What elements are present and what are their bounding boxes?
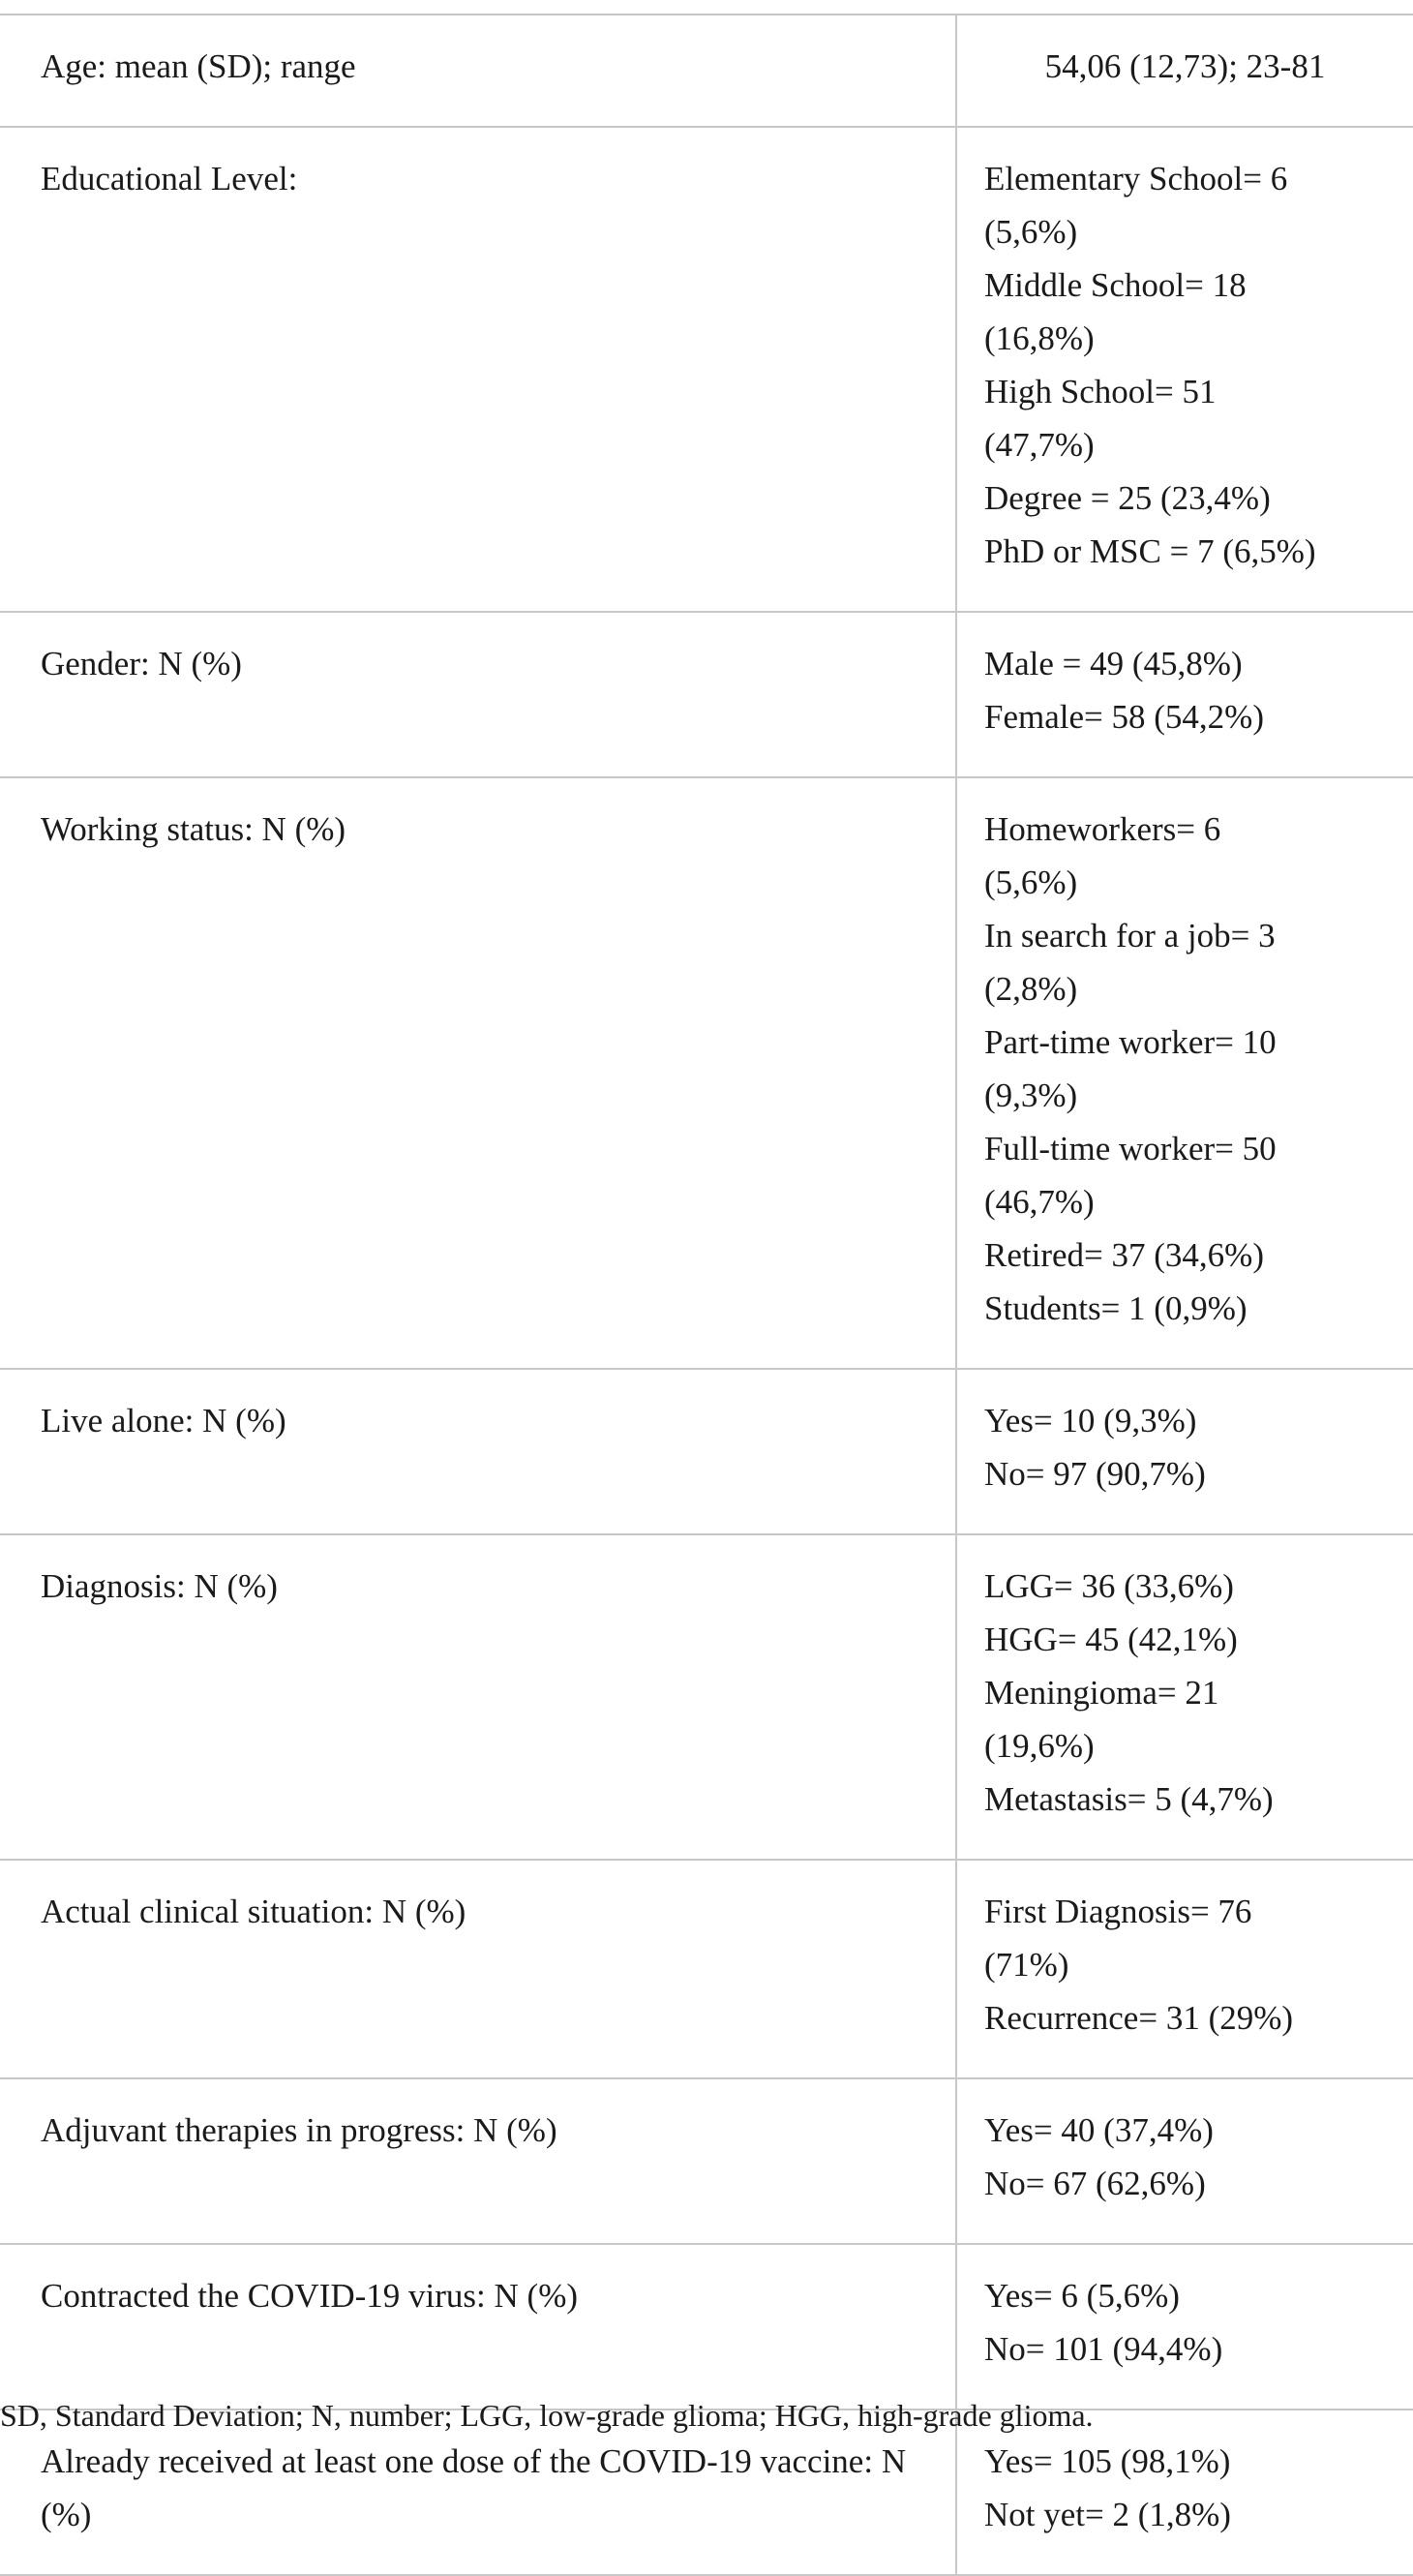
row-label: Educational Level: [0,127,956,612]
table-footnote: SD, Standard Deviation; N, number; LGG, low-grade glioma; HGG, high-grade glioma. [0,2398,1094,2433]
value-line: High School= 51 [984,373,1217,410]
value-line: Recurrence= 31 (29%) [984,1999,1294,2037]
row-value [956,15,1413,127]
value-line: (47,7%) [984,426,1095,464]
row-value [956,1860,1413,2078]
value-line: Full-time worker= 50 [984,1130,1277,1167]
row-label: Age: mean (SD); range [0,15,956,127]
value-line: (19,6%) [984,1727,1095,1765]
value-line: Middle School= 18 [984,266,1247,304]
table-row [0,777,1413,1369]
table-row [0,1534,1413,1860]
value-line: (71%) [984,1946,1069,1984]
value-line: No= 101 (94,4%) [984,2330,1223,2368]
value-line: LGG= 36 (33,6%) [984,1567,1234,1605]
row-label: Working status: N (%) [0,777,956,1369]
value-line: Elementary School= 6 [984,160,1288,197]
row-label: Diagnosis: N (%) [0,1534,956,1860]
value-line: Yes= 105 (98,1%) [984,2442,1231,2480]
value-line: Yes= 6 (5,6%) [984,2277,1180,2315]
value-line: 54,06 (12,73); 23-81 [1044,47,1326,85]
table-row [0,2078,1413,2244]
row-value [956,127,1413,612]
value-line: (5,6%) [984,213,1078,251]
table-row [0,1369,1413,1534]
value-line: Yes= 40 (37,4%) [984,2111,1214,2149]
value-line: Degree = 25 (23,4%) [984,479,1271,517]
row-value [956,1534,1413,1860]
value-line: No= 97 (90,7%) [984,1455,1206,1493]
row-label: Adjuvant therapies in progress: N (%) [0,2078,956,2244]
value-line: First Diagnosis= 76 [984,1893,1252,1930]
table-row [0,612,1413,777]
row-label: Contracted the COVID-19 virus: N (%) [0,2244,956,2409]
row-value [956,777,1413,1369]
row-label: Live alone: N (%) [0,1369,956,1534]
value-line: Metastasis= 5 (4,7%) [984,1780,1274,1818]
value-line: Homeworkers= 6 [984,810,1221,848]
row-value [956,612,1413,777]
table-row [0,15,1413,127]
value-line: Part-time worker= 10 [984,1023,1277,1061]
value-line: Meningioma= 21 [984,1674,1219,1712]
table-row [0,1860,1413,2078]
value-line: (16,8%) [984,319,1095,357]
row-label: Actual clinical situation: N (%) [0,1860,956,2078]
value-line: Students= 1 (0,9%) [984,1289,1248,1327]
row-value [956,2078,1413,2244]
value-line: (5,6%) [984,864,1078,901]
value-line: No= 67 (62,6%) [984,2165,1206,2202]
value-line: Male = 49 (45,8%) [984,645,1243,682]
demographics-table-container [0,14,1413,2576]
value-line: In search for a job= 3 [984,917,1276,955]
row-label: Already received at least one dose of the COVID-19 vaccine: N (%) [0,2409,956,2575]
value-line: (9,3%) [984,1076,1078,1114]
value-line: Retired= 37 (34,6%) [984,1236,1264,1274]
table-row [0,127,1413,612]
value-line: HGG= 45 (42,1%) [984,1621,1238,1658]
demographics-table [0,14,1413,2576]
value-line: PhD or MSC = 7 (6,5%) [984,532,1316,570]
table-row [0,2244,1413,2409]
value-line: Female= 58 (54,2%) [984,698,1264,736]
row-value [956,1369,1413,1534]
value-line: Yes= 10 (9,3%) [984,1402,1197,1440]
value-line: Not yet= 2 (1,8%) [984,2496,1231,2533]
value-line: (2,8%) [984,970,1078,1008]
value-line: (46,7%) [984,1183,1095,1221]
row-value [956,2244,1413,2409]
row-label: Gender: N (%) [0,612,956,777]
